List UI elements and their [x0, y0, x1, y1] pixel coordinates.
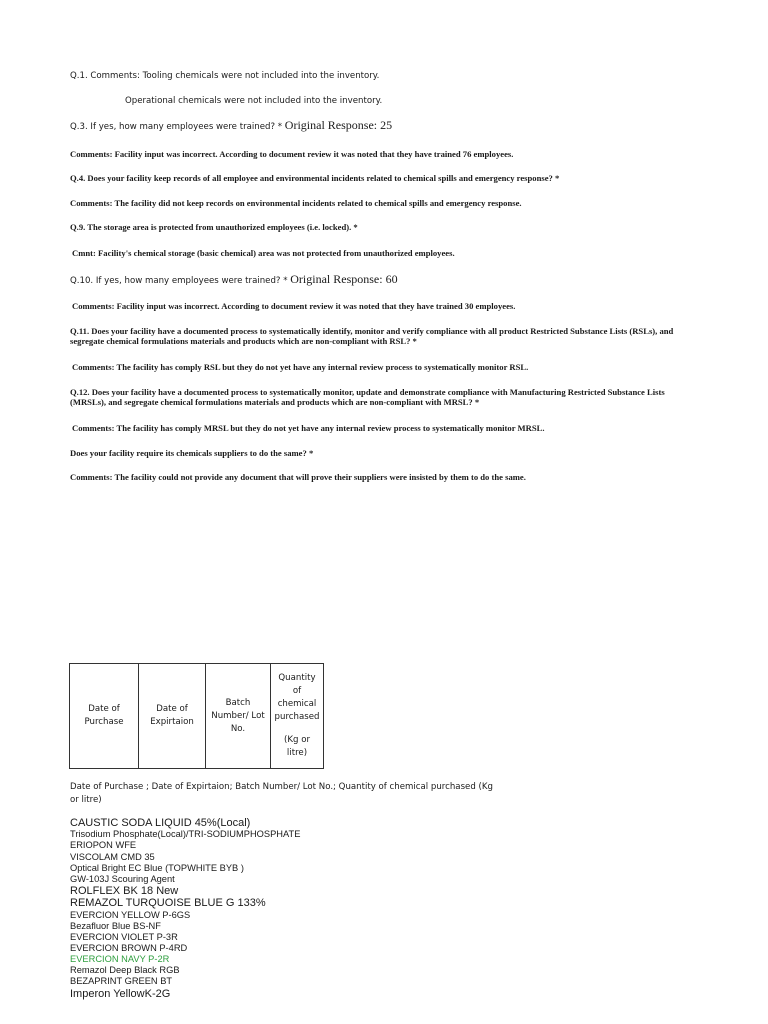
- list-item: Trisodium Phosphate(Local)/TRI-SODIUMPHOSPHATE: [70, 829, 301, 839]
- q3-text: Q.3. If yes, how many employees were trained? *: [70, 122, 283, 132]
- q3-comment: Comments: Facility input was incorrect. According to document review it was noted that they have trained 76 employees.: [70, 149, 514, 159]
- q1-comment: Q.1. Comments: Tooling chemicals were not included into the inventory.: [70, 71, 380, 81]
- q12-comment: Comments: The facility has comply MRSL but they do not yet have any internal review process to systematically monitor MRSL.: [72, 423, 545, 433]
- header-date-of-expiration: Date of Expirtaion: [139, 664, 206, 769]
- q13-question: Does your facility require its chemicals suppliers to do the same? *: [70, 448, 314, 458]
- q1-comment-continued: Operational chemicals were not included into the inventory.: [125, 96, 383, 106]
- q9-question: Q.9. The storage area is protected from unauthorized employees (i.e. locked). *: [70, 222, 358, 232]
- list-item: EVERCION BROWN P-4RD: [70, 943, 188, 953]
- list-item: Bezafluor Blue BS-NF: [70, 921, 161, 931]
- table-row: [70, 664, 324, 769]
- q10-question: [70, 272, 398, 287]
- header-date-of-purchase: Date of Purchase: [70, 664, 139, 769]
- q10-original-response: Original Response: 60: [290, 272, 398, 286]
- table-caption: Date of Purchase ; Date of Expirtaion; Batch Number/ Lot No.; Quantity of chemical purchased (Kg or litre): [70, 782, 493, 805]
- header-quantity-unit: (Kg or litre): [284, 735, 310, 758]
- list-item: EVERCION YELLOW P-6GS: [70, 910, 191, 920]
- list-item: ERIOPON WFE: [70, 840, 137, 850]
- chemical-purchase-table: [69, 663, 324, 769]
- q4-comment: Comments: The facility did not keep records on environmental incidents related to chemical spills and emergency response.: [70, 198, 522, 208]
- list-item-highlighted: EVERCION NAVY P-2R: [70, 954, 170, 964]
- list-item: ROLFLEX BK 18 New: [70, 885, 179, 897]
- list-item: Imperon YellowK-2G: [70, 988, 171, 1000]
- q3-question: [70, 118, 392, 133]
- q11-comment: Comments: The facility has comply RSL but they do not yet have any internal review process to systematically monitor RSL.: [72, 362, 529, 372]
- header-batch-number: Batch Number/ Lot No.: [206, 664, 271, 769]
- list-item: VISCOLAM CMD 35: [70, 852, 155, 862]
- header-quantity: [271, 664, 324, 769]
- q4-question: Q.4. Does your facility keep records of all employee and environmental incidents related to chemical spills and emergency response? *: [70, 173, 560, 183]
- list-item: REMAZOL TURQUOISE BLUE G 133%: [70, 897, 266, 909]
- header-quantity-label: Quantity of chemical purchased: [274, 673, 320, 722]
- list-item: Remazol Deep Black RGB: [70, 965, 180, 975]
- q12-question: Q.12. Does your facility have a documented process to systematically monitor, update and demonstrate compliance with Manufacturing Restricted Substance Lists (MRSLs), and segregate chemical formulations materials and products which are non-compliant with MRSL? *: [70, 387, 665, 407]
- list-item: GW-103J Scouring Agent: [70, 874, 175, 884]
- q13-comment: Comments: The facility could not provide any document that will prove their suppliers were insisted by them to do the same.: [70, 472, 526, 482]
- q9-comment: Cmnt: Facility's chemical storage (basic chemical) area was not protected from unauthorized employees.: [72, 248, 455, 258]
- list-item: Optical Bright EC Blue (TOPWHITE BYB ): [70, 863, 244, 873]
- list-item: EVERCION VIOLET P-3R: [70, 932, 178, 942]
- q10-comment: Comments: Facility input was incorrect. According to document review it was noted that they have trained 30 employees.: [72, 301, 516, 311]
- list-item: CAUSTIC SODA LIQUID 45%(Local): [70, 817, 251, 829]
- q3-original-response: Original Response: 25: [284, 118, 393, 132]
- q10-text: Q.10. If yes, how many employees were trained? *: [70, 276, 288, 286]
- list-item: BEZAPRINT GREEN BT: [70, 976, 173, 986]
- q11-question: Q.11. Does your facility have a documented process to systematically identify, monitor and verify compliance with all product Restricted Substance Lists (RSLs), and segregate chemical formulations materials and products which are non-compliant with RSL? *: [70, 326, 674, 346]
